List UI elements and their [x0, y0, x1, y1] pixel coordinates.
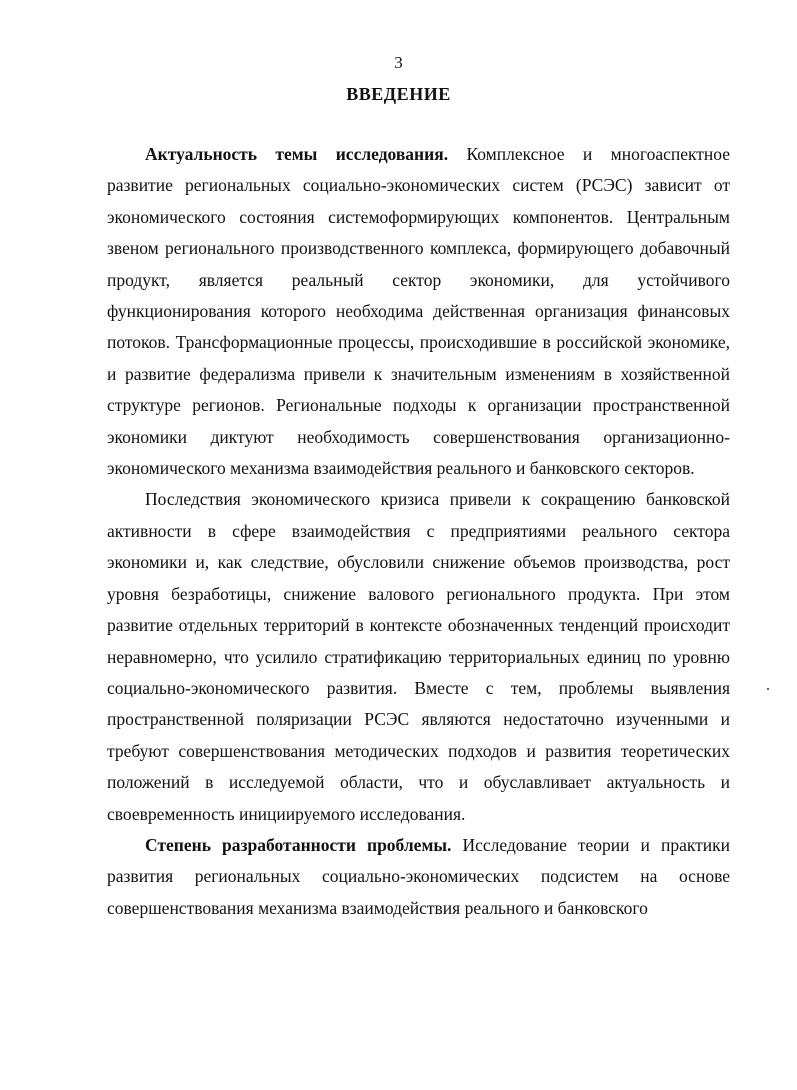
paragraph-lead: Актуальность темы исследования. [145, 144, 449, 164]
paragraph-development-degree [107, 830, 730, 924]
paragraph-text: Исследование теории и практики развития региональных социально-экономических подсистем на основе совершенствования механизма взаимодействия реального и банковского [107, 834, 730, 918]
paragraph-lead: Степень разработанности проблемы. [145, 834, 452, 855]
scan-speck [767, 688, 769, 690]
section-heading: ВВЕДЕНИЕ [346, 84, 451, 104]
page-number: 3 [394, 53, 403, 72]
paragraph-consequences [107, 484, 730, 829]
paragraph-relevance [107, 139, 730, 484]
paragraph-text: Последствия экономического кризиса привели к сокращению банковской активности в сфере взаимодействия с предприятиями реального сектора экономики и, как следствие, обусловили снижение объемов производства, рост уровня безработицы, снижение валового регионального продукта. При этом развитие отдельных территорий в контексте обозначенных тенденций происходит неравномерно, что усилило стратификацию территориальных единиц по уровню социально-экономического развития. Вместе с тем, проблемы выявления пространственной поляризации РСЭС являются недостаточно изученными и требуют совершенствования методических подходов и развития теоретических положений в исследуемой области, что и обуславливает актуальность и своевременность инициируемого исследования. [107, 489, 730, 824]
body-text [107, 139, 730, 924]
paragraph-text: Комплексное и многоаспектное развитие региональных социально-экономических систем (РСЭС) зависит от экономического состояния системоформирующих компонентов. Центральным звеном регионального производственного комплекса, формирующего добавочный продукт, является реальный сектор экономики, для устойчивого функционирования которого необходима действенная организация финансовых потоков. Трансформационные процессы, происходившие в российской экономике, и развитие федерализма привели к значительным изменениям в хозяйственной структуре регионов. Региональные подходы к организации пространственной экономики диктуют необходимость совершенствования организационно-экономического механизма взаимодействия реального и банковского секторов. [107, 144, 731, 479]
